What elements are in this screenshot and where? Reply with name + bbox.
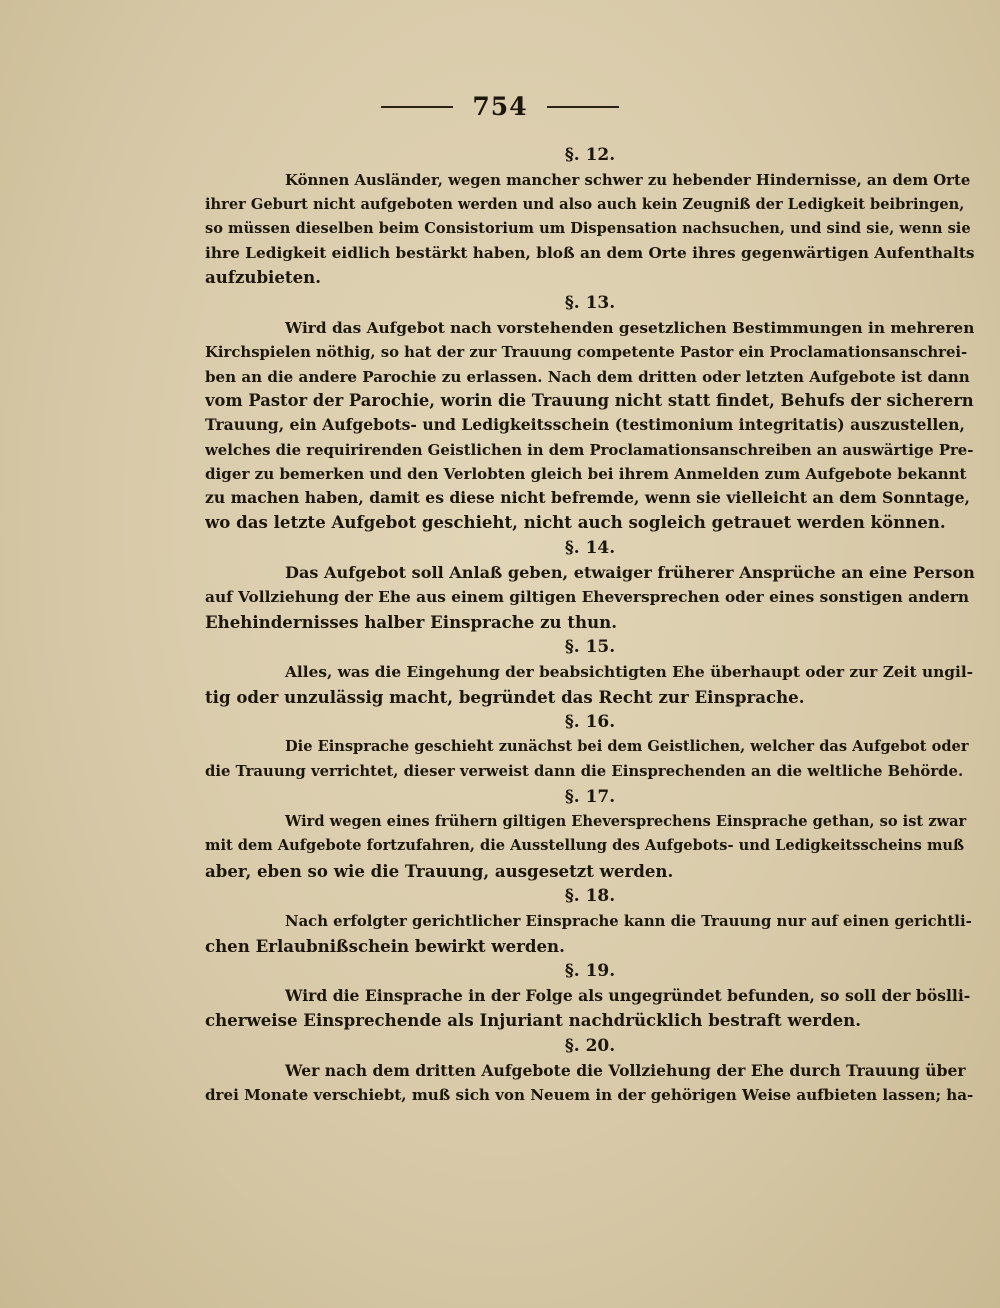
- paragraph: [205, 909, 975, 958]
- text-line: diger zu bemerken und den Verlobten gleich bei ihrem Anmelden zum Aufgebote bekannt: [205, 464, 967, 483]
- text-line: wo das letzte Aufgebot geschieht, nicht auch sogleich getrauet werden können.: [205, 512, 946, 533]
- text-line: chen Erlaubnißschein bewirkt werden.: [205, 935, 565, 956]
- paragraph: [205, 810, 975, 883]
- text-line: Kirchspielen nöthig, so hat der zur Trauung competente Pastor ein Proclamationsanschrei-: [205, 343, 968, 362]
- section-title: §. 18.: [564, 885, 616, 906]
- text-line: Ehehindernisses halber Einsprache zu thun.: [205, 611, 617, 632]
- text-line: die Trauung verrichtet, dieser verweist dann die Einsprechenden an die weltliche Behörde.: [205, 762, 964, 781]
- text-line: zu machen haben, damit es diese nicht befremde, wenn sie vielleicht an dem Sonntage,: [205, 488, 970, 508]
- text-line: Alles, was die Eingehung der beabsichtigten Ehe überhaupt oder zur Zeit ungil-: [285, 663, 974, 682]
- section-title: §. 13.: [564, 292, 616, 313]
- section-title: §. 19.: [564, 960, 616, 981]
- paragraph: [205, 316, 975, 535]
- section-title: §. 12.: [564, 145, 616, 165]
- text-line: ihrer Geburt nicht aufgeboten werden und also auch kein Zeugniß der Ledigkeit beibringen,: [205, 195, 965, 213]
- section-title: §. 17.: [564, 786, 616, 807]
- text-line: Wird wegen eines frühern giltigen Eheversprechens Einsprache gethan, so ist zwar: [285, 813, 967, 831]
- header-rule-right: [547, 106, 619, 108]
- header-rule-left: [381, 106, 453, 108]
- text-line: Wird die Einsprache in der Folge als ungegründet befunden, so soll der böslli-: [285, 986, 971, 1006]
- text-line: mit dem Aufgebote fortzufahren, die Ausstellung des Aufgebots- und Ledigkeitsscheins muß: [205, 837, 965, 855]
- text-line: ben an die andere Parochie zu erlassen. Nach dem dritten oder letzten Aufgebote ist dann: [205, 367, 970, 386]
- text-line: auf Vollziehung der Ehe aus einem giltigen Eheversprechen oder eines sonstigen andern: [205, 588, 969, 607]
- section-title: §. 20.: [564, 1035, 616, 1056]
- text-line: aufzubieten.: [205, 267, 321, 288]
- text-line: Können Ausländer, wegen mancher schwer zu hebender Hindernisse, an dem Orte: [285, 171, 971, 190]
- page-number: 754: [472, 92, 528, 121]
- paragraph: [205, 984, 975, 1033]
- paragraph: [205, 168, 975, 289]
- page-body: [205, 142, 975, 1108]
- text-line: Die Einsprache geschieht zunächst bei dem Geistlichen, welcher das Aufgebot oder: [285, 738, 969, 756]
- text-line: Wird das Aufgebot nach vorstehenden gesetzlichen Bestimmungen in mehreren: [285, 319, 975, 338]
- paragraph: [205, 735, 975, 784]
- text-line: so müssen dieselben beim Consistorium um Dispensation nachsuchen, und sind sie, wenn sie: [205, 219, 971, 237]
- paragraph: [205, 561, 975, 634]
- text-line: aber, eben so wie die Trauung, ausgesetzt werden.: [205, 860, 674, 881]
- section-title: §. 15.: [564, 636, 616, 657]
- section-title: §. 16.: [564, 711, 616, 732]
- text-line: Wer nach dem dritten Aufgebote die Vollziehung der Ehe durch Trauung über: [285, 1060, 966, 1080]
- paragraph: [205, 660, 975, 709]
- text-line: vom Pastor der Parochie, worin die Trauung nicht statt findet, Behufs der sicherern: [205, 390, 974, 410]
- text-line: drei Monate verschiebt, muß sich von Neuem in der gehörigen Weise aufbieten lassen; ha-: [205, 1086, 974, 1105]
- text-line: Das Aufgebot soll Anlaß geben, etwaiger früherer Ansprüche an eine Person: [285, 563, 975, 583]
- text-line: tig oder unzulässig macht, begründet das Recht zur Einsprache.: [205, 686, 805, 707]
- text-line: cherweise Einsprechende als Injuriant nachdrücklich bestraft werden.: [205, 1010, 862, 1031]
- text-line: ihre Ledigkeit eidlich bestärkt haben, bloß an dem Orte ihres gegenwärtigen Aufenthalts: [205, 244, 975, 263]
- page-header: [0, 92, 1000, 132]
- text-line: Nach erfolgter gerichtlicher Einsprache kann die Trauung nur auf einen gerichtli-: [285, 912, 972, 931]
- paragraph: [205, 1059, 975, 1108]
- text-line: Trauung, ein Aufgebots- und Ledigkeitsschein (testimonium integritatis) auszustellen,: [205, 415, 965, 435]
- text-line: welches die requirirenden Geistlichen in dem Proclamationsanschreiben an auswärtige Pre-: [205, 440, 974, 459]
- section-title: §. 14.: [564, 537, 616, 558]
